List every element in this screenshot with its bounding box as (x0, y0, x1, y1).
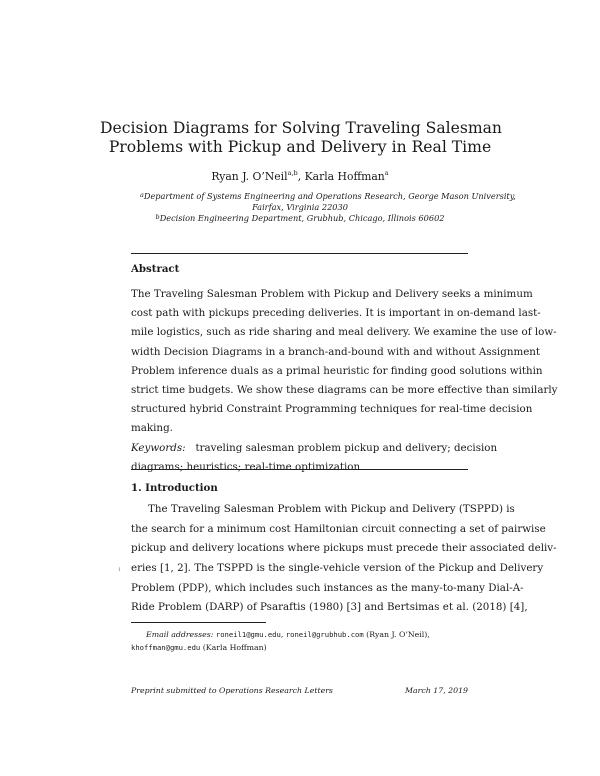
footnote (131, 629, 468, 654)
abstract-line: structured hybrid Constraint Programming techniques for real-time decision (131, 403, 533, 416)
keywords-text: traveling salesman problem pickup and delivery; decision (195, 441, 498, 454)
abstract-line: making. (131, 422, 173, 435)
footnote-label: Email addresses: (146, 630, 214, 639)
body-line: Ride Problem (DARP) of Psaraftis (1980) [3] and Bertsimas et al. (2018) [4], (131, 601, 528, 614)
abstract-bottom-rule (131, 469, 468, 470)
title-line-1: Decision Diagrams for Solving Traveling Salesman (100, 119, 502, 137)
email-link[interactable]: roneil@grubhub.com (285, 630, 364, 639)
affiliations (140, 191, 516, 224)
abstract-line: mile logistics, such as ride sharing and meal delivery. We examine the use of low- (131, 326, 557, 339)
margin-mark: 1 (118, 567, 122, 573)
keywords-line (131, 439, 498, 458)
abstract-heading: Abstract (131, 263, 180, 275)
affiliation-mark: a (140, 191, 144, 199)
section-body (131, 500, 557, 618)
email-separator: , (280, 630, 286, 639)
affiliation-text: Fairfax, Virginia 22030 (252, 202, 348, 212)
abstract-line: The Traveling Salesman Problem with Pickup and Delivery seeks a minimum (131, 288, 533, 300)
body-line: Problem (PDP), which includes such instances as the many-to-many Dial-A- (131, 581, 524, 594)
preprint-note: Preprint submitted to Operations Research Letters (131, 686, 333, 695)
author-affiliation-mark: a (384, 169, 389, 177)
footnote-author: (Karla Hoffman) (200, 642, 267, 652)
body-line: the search for a minimum cost Hamiltonian circuit connecting a set of pairwise (131, 522, 546, 535)
abstract-line: cost path with pickups preceding deliveries. It is important in on-demand last- (131, 307, 541, 320)
preprint-date: March 17, 2019 (405, 686, 468, 695)
keywords-line: diagrams; heuristics; real-time optimization (131, 460, 361, 473)
section-heading: 1. Introduction (131, 482, 218, 494)
body-line: The Traveling Salesman Problem with Pickup and Delivery (TSPPD) is (148, 503, 515, 515)
keywords-label: Keywords: (131, 441, 186, 454)
footnote-author: (Ryan J. O’Neil), (363, 630, 430, 639)
abstract-line: Problem inference duals as a primal heuristic for finding good solutions within (131, 364, 543, 377)
affiliation-text: Department of Systems Engineering and Operations Research, George Mason University, (143, 191, 516, 201)
author-list (100, 170, 500, 183)
body-line: pickup and delivery locations where pickups must precede their associated deliv- (131, 542, 557, 555)
author-name: Ryan J. O’Neil (211, 170, 288, 183)
footnote-rule (131, 622, 266, 623)
affiliation-mark: b (155, 213, 160, 221)
body-line: eries [1, 2]. The TSPPD is the single-vehicle version of the Pickup and Delivery (131, 562, 544, 575)
paper-title (100, 119, 500, 157)
email-link[interactable]: roneil1@gmu.edu (215, 630, 281, 639)
title-line-2: Problems with Pickup and Delivery in Real Time (108, 138, 492, 156)
abstract-body (131, 285, 558, 477)
email-link[interactable]: khoffman@gmu.edu (131, 642, 201, 652)
abstract-top-rule (131, 253, 468, 254)
abstract-line: width Decision Diagrams in a branch-and-bound with and without Assignment (131, 345, 541, 358)
author-name: Karla Hoffman (304, 170, 385, 183)
author-affiliation-mark: a,b (287, 169, 298, 177)
author-separator: , (297, 170, 305, 183)
affiliation-text: Decision Engineering Department, Grubhub, Chicago, Illinois 60602 (159, 213, 445, 223)
abstract-line: strict time budgets. We show these diagrams can be more effective than similarly (131, 383, 558, 396)
